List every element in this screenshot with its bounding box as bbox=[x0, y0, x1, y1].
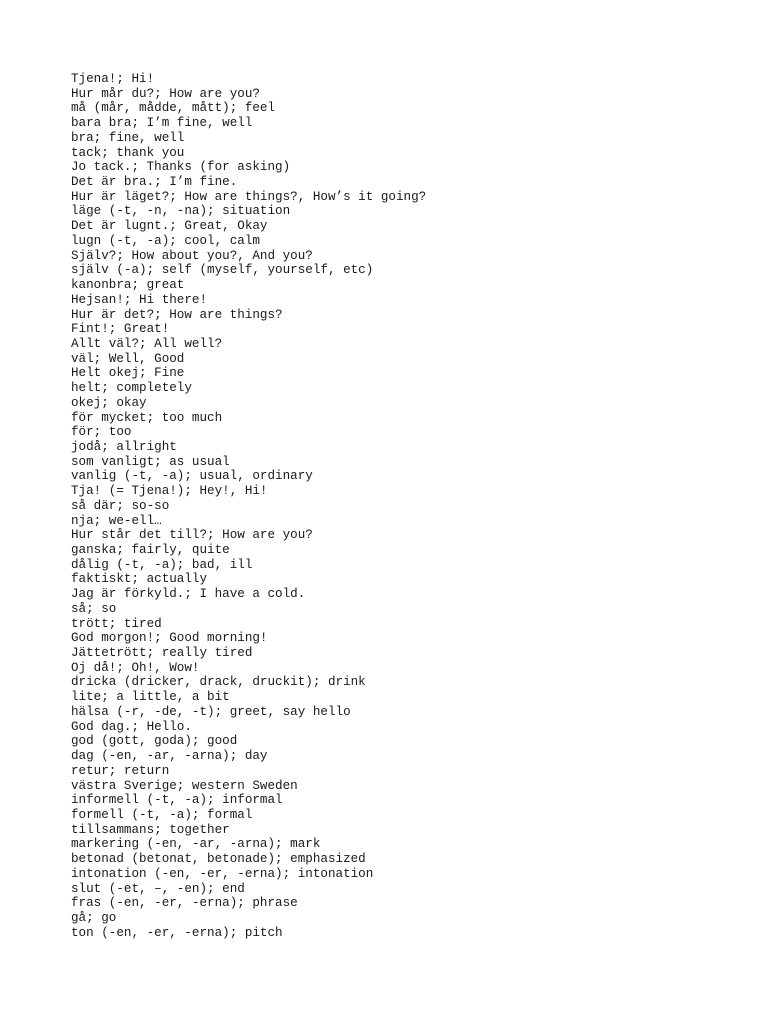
vocab-entry: trött; tired bbox=[71, 616, 162, 631]
vocab-entry: Hur är läget?; How are things?, How’s it going? bbox=[71, 189, 427, 204]
vocab-entry: Hejsan!; Hi there! bbox=[71, 292, 208, 307]
vocab-entry: Det är bra.; I’m fine. bbox=[71, 175, 238, 190]
vocab-entry: tack; thank you bbox=[71, 145, 185, 160]
vocab-entry: formell (-t, -a); formal bbox=[71, 807, 253, 822]
vocab-entry: Hur står det till?; How are you? bbox=[71, 528, 313, 543]
vocab-entry: Hur mår du?; How are you? bbox=[71, 86, 260, 101]
vocab-entry: för mycket; too much bbox=[71, 410, 223, 425]
vocab-entry: Helt okej; Fine bbox=[71, 366, 185, 381]
vocab-entry: dålig (-t, -a); bad, ill bbox=[71, 557, 253, 572]
vocab-entry: kanonbra; great bbox=[71, 278, 185, 293]
vocab-entry: fras (-en, -er, -erna); phrase bbox=[71, 896, 298, 911]
vocab-entry: okej; okay bbox=[71, 395, 147, 410]
vocab-entry: läge (-t, -n, -na); situation bbox=[71, 204, 291, 219]
vocab-entry: Oj då!; Oh!, Wow! bbox=[71, 660, 200, 675]
vocab-entry: må (mår, mådde, mått); feel bbox=[71, 101, 276, 116]
vocab-entry: God dag.; Hello. bbox=[71, 719, 192, 734]
vocab-entry: bara bra; I’m fine, well bbox=[71, 116, 253, 131]
vocab-entry: Det är lugnt.; Great, Okay bbox=[71, 219, 268, 234]
vocabulary-list bbox=[71, 72, 426, 940]
vocab-entry: Hur är det?; How are things? bbox=[71, 307, 283, 322]
vocab-entry: så; so bbox=[71, 601, 117, 616]
vocab-entry: Tja! (= Tjena!); Hey!, Hi! bbox=[71, 484, 268, 499]
vocab-entry: dag (-en, -ar, -arna); day bbox=[71, 749, 268, 764]
vocab-entry: ton (-en, -er, -erna); pitch bbox=[71, 925, 283, 940]
vocab-entry: tillsammans; together bbox=[71, 822, 230, 837]
vocab-entry: betonad (betonat, betonade); emphasized bbox=[71, 852, 366, 867]
vocab-entry: vanlig (-t, -a); usual, ordinary bbox=[71, 469, 313, 484]
vocab-entry: God morgon!; Good morning! bbox=[71, 631, 268, 646]
vocab-entry: som vanligt; as usual bbox=[71, 454, 230, 469]
vocab-entry: Allt väl?; All well? bbox=[71, 336, 223, 351]
vocab-entry: nja; we-ell… bbox=[71, 513, 162, 528]
vocab-entry: dricka (dricker, drack, druckit); drink bbox=[71, 675, 366, 690]
vocab-entry: god (gott, goda); good bbox=[71, 734, 238, 749]
vocab-entry: Själv?; How about you?, And you? bbox=[71, 248, 313, 263]
vocab-entry: retur; return bbox=[71, 763, 170, 778]
vocab-entry: informell (-t, -a); informal bbox=[71, 793, 283, 808]
vocab-entry: markering (-en, -ar, -arna); mark bbox=[71, 837, 321, 852]
vocab-entry: Fint!; Great! bbox=[71, 322, 170, 337]
vocab-entry: helt; completely bbox=[71, 381, 192, 396]
vocab-entry: gå; go bbox=[71, 910, 117, 925]
vocab-entry: bra; fine, well bbox=[71, 130, 185, 145]
vocab-entry: västra Sverige; western Sweden bbox=[71, 778, 298, 793]
vocab-entry: lite; a little, a bit bbox=[71, 690, 230, 705]
vocab-entry: ganska; fairly, quite bbox=[71, 543, 230, 557]
vocab-entry: Jag är förkyld.; I have a cold. bbox=[71, 587, 306, 602]
vocab-entry: för; too bbox=[71, 425, 132, 440]
vocab-entry: intonation (-en, -er, -erna); intonation bbox=[71, 866, 374, 881]
vocab-entry: lugn (-t, -a); cool, calm bbox=[71, 233, 260, 248]
vocab-entry: hälsa (-r, -de, -t); greet, say hello bbox=[71, 704, 351, 719]
vocab-entry: jodå; allright bbox=[71, 439, 177, 454]
vocab-entry: så där; so-so bbox=[71, 498, 170, 513]
vocab-entry: Tjena!; Hi! bbox=[71, 72, 155, 86]
vocab-entry: slut (-et, –, -en); end bbox=[71, 881, 245, 896]
vocab-entry: väl; Well, Good bbox=[71, 351, 185, 366]
vocab-entry: Jo tack.; Thanks (for asking) bbox=[71, 160, 291, 175]
vocab-entry: själv (-a); self (myself, yourself, etc) bbox=[71, 263, 374, 278]
vocab-entry: faktiskt; actually bbox=[71, 572, 208, 587]
vocab-entry: Jättetrött; really tired bbox=[71, 646, 253, 661]
